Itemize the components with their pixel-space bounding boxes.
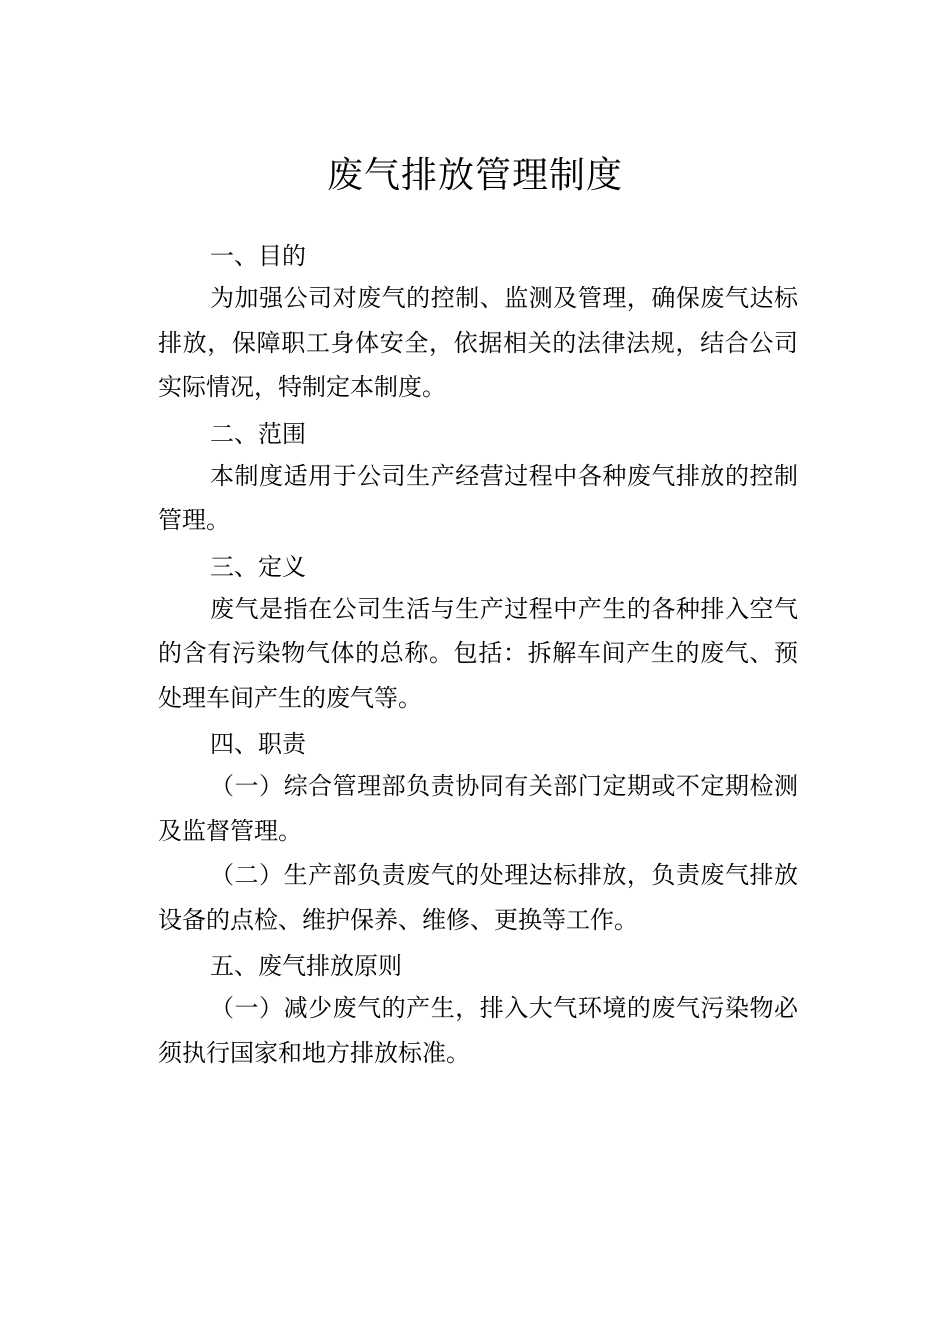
section-purpose [158, 236, 798, 410]
section-definition [158, 547, 798, 721]
section-paragraph: 本制度适用于公司生产经营过程中各种废气排放的控制管理。 [158, 461, 798, 534]
section-responsibilities [158, 724, 798, 942]
section-heading: 三、定义 [210, 552, 306, 581]
section-heading: 四、职责 [210, 730, 306, 758]
section-paragraph: 为加强公司对废气的控制、监测及管理，确保废气达标排放，保障职工身体安全，依据相关的法律法规，结合公司实际情况，特制定本制度。 [158, 284, 798, 401]
section-paragraph: （一）综合管理部负责协同有关部门定期或不定期检测及监督管理。 [158, 772, 798, 845]
section-heading: 二、范围 [210, 419, 306, 448]
section-paragraph: （一）减少废气的产生，排入大气环境的废气污染物必须执行国家和地方排放标准。 [158, 994, 798, 1067]
section-heading: 五、废气排放原则 [210, 952, 402, 980]
section-scope [158, 414, 798, 543]
section-emission-principles [158, 946, 798, 1075]
section-paragraph: （二）生产部负责废气的处理达标排放，负责废气排放设备的点检、维护保养、维修、更换等工作。 [158, 861, 798, 934]
section-heading: 一、目的 [210, 242, 306, 270]
document-title: 废气排放管理制度 [326, 155, 623, 196]
section-paragraph: 废气是指在公司生活与生产过程中产生的各种排入空气的含有污染物气体的总称。包括：拆解车间产生的废气、预处理车间产生的废气等。 [158, 594, 798, 712]
document-body [158, 236, 798, 1075]
